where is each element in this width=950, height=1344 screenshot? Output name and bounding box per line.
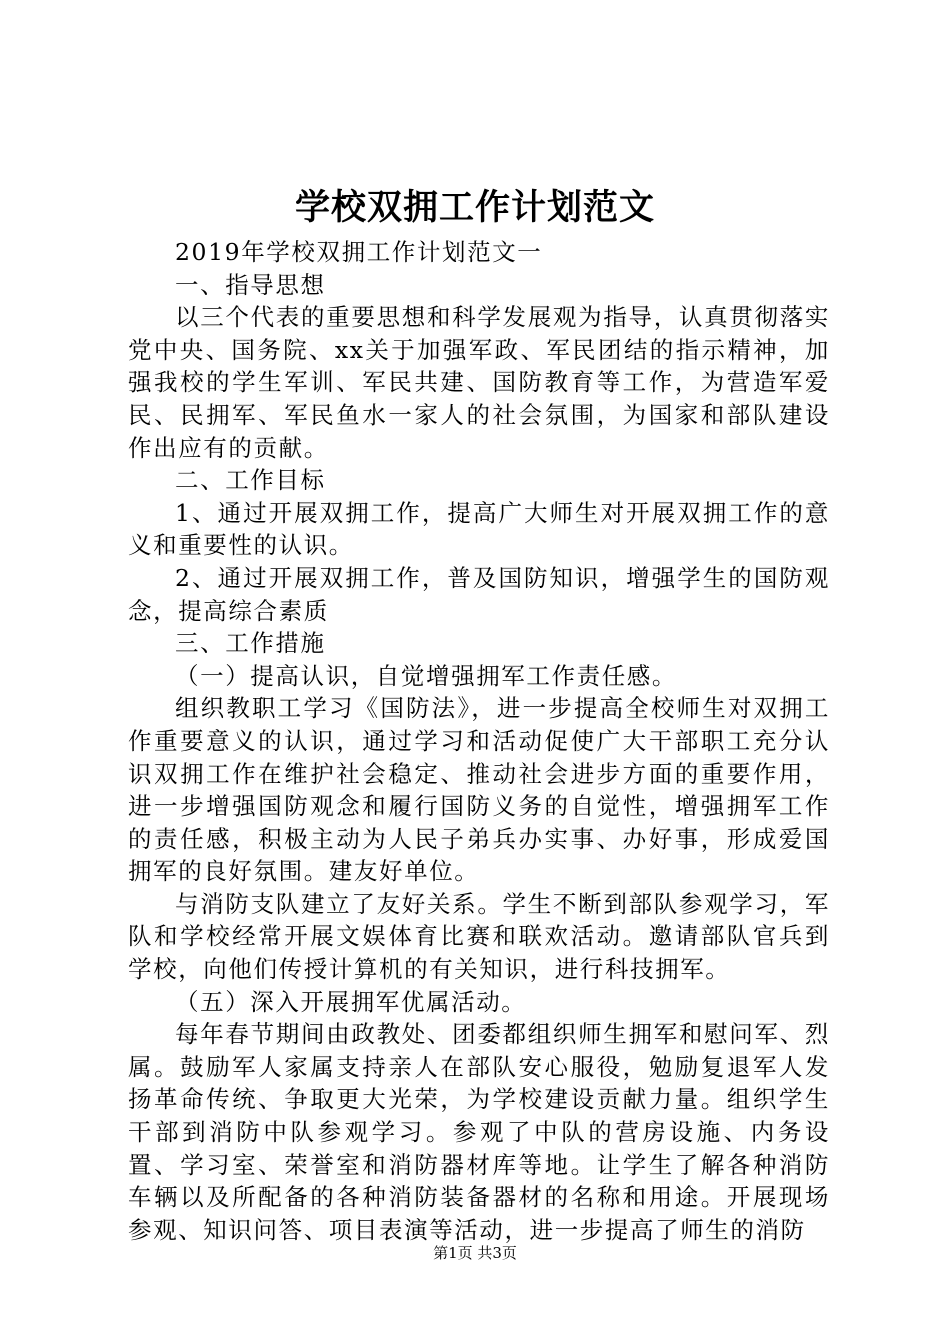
page-footer: 第1页 共3页 [433,1244,517,1262]
paragraph: 组织教职工学习《国防法》，进一步提高全校师生对双拥工作重要意义的认识，通过学习和活动促使广大干部职工充分认识双拥工作在维护社会稳定、推动社会进步方面的重要作用，进一步增强国防观念和履行国防义务的自觉性，增强拥军工作的责任感，积极主动为人民子弟兵办实事、办好事，形成爱国拥军的良好氛围。建友好单位。 [128,694,830,886]
paragraph: 2、通过开展双拥工作，普及国防知识，增强学生的国防观念，提高综合素质 [128,563,830,625]
paragraph: 2019年学校双拥工作计划范文一 [175,238,543,266]
section-heading: 一、指导思想 [175,270,326,299]
subsection-heading: （一）提高认识，自觉增强拥军工作责任感。 [175,661,677,690]
subsection-heading: （五）深入开展拥军优属活动。 [175,987,527,1016]
section-heading: 二、工作目标 [175,466,326,495]
document-body [128,236,830,1246]
paragraph: 与消防支队建立了友好关系。学生不断到部队参观学习，军队和学校经常开展文娱体育比赛和联欢活动。邀请部队官兵到学校，向他们传授计算机的有关知识，进行科技拥军。 [128,889,830,984]
paragraph: 以三个代表的重要思想和科学发展观为指导，认真贯彻落实党中央、国务院、xx关于加强军政、军民团结的指示精神，加强我校的学生军训、军民共建、国防教育等工作，为营造军爱民、民拥军、军民鱼水一家人的社会氛围，为国家和部队建设作出应有的贡献。 [128,303,830,462]
section-heading: 三、工作措施 [175,629,326,658]
paragraph: 1、通过开展双拥工作，提高广大师生对开展双拥工作的意义和重要性的认识。 [128,498,830,560]
document-title: 学校双拥工作计划范文 [294,187,655,228]
paragraph: 每年春节期间由政教处、团委都组织师生拥军和慰问军、烈属。鼓励军人家属支持亲人在部队安心服役，勉励复退军人发扬革命传统、争取更大光荣，为学校建设贡献力量。组织学生干部到消防中队参观学习。参观了中队的营房设施、内务设置、学习室、荣誉室和消防器材库等地。让学生了解各种消防车辆以及所配备的各种消防装备器材的名称和用途。开展现场参观、知识问答、项目表演等活动，进一步提高了师生的消防 [128,1020,830,1244]
